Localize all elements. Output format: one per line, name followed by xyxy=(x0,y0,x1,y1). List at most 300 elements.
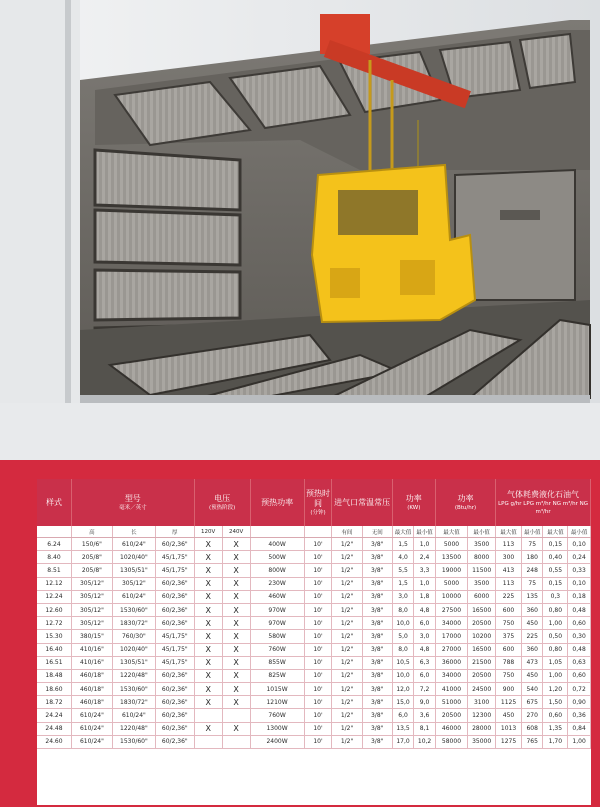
table-cell: 28000 xyxy=(468,722,496,735)
table-cell: 1/2" xyxy=(332,669,362,682)
table-cell: 375 xyxy=(496,630,522,643)
table-cell: 0,80 xyxy=(543,603,568,616)
table-cell: 610/24" xyxy=(112,590,155,603)
table-cell: 3500 xyxy=(468,538,496,551)
table-row xyxy=(37,564,591,577)
table-cell: 0,48 xyxy=(568,643,591,656)
table-cell: 400W xyxy=(250,538,304,551)
table-cell: 3,0 xyxy=(414,630,436,643)
table-cell: X xyxy=(194,590,222,603)
table-cell: 1/2" xyxy=(332,683,362,696)
table-cell: 410/16" xyxy=(71,656,112,669)
subheader-gas-min1: 最小值 xyxy=(521,526,543,538)
table-cell: X xyxy=(194,643,222,656)
table-cell: 540 xyxy=(521,683,543,696)
table-cell: X xyxy=(222,577,250,590)
table-cell: 610/24" xyxy=(112,538,155,551)
table-cell: 460/18" xyxy=(71,696,112,709)
table-cell: 450 xyxy=(521,617,543,630)
subheader-btu-min: 最小值 xyxy=(468,526,496,538)
table-cell: 34000 xyxy=(435,617,467,630)
table-row xyxy=(37,617,591,630)
table-cell: 675 xyxy=(521,696,543,709)
table-cell: 27000 xyxy=(435,643,467,656)
table-cell: 1210W xyxy=(250,696,304,709)
table-cell: 305/12" xyxy=(71,617,112,630)
table-cell: 760W xyxy=(250,643,304,656)
table-cell: 11500 xyxy=(468,564,496,577)
table-cell: 3/8" xyxy=(362,564,392,577)
table-cell: 6.24 xyxy=(37,538,71,551)
table-cell: 1300W xyxy=(250,722,304,735)
table-cell: 1/2" xyxy=(332,735,362,748)
table-cell: 1/2" xyxy=(332,709,362,722)
table-cell: 460/18" xyxy=(71,683,112,696)
table-cell: 113 xyxy=(496,577,522,590)
table-cell: 3/8" xyxy=(362,722,392,735)
table-row xyxy=(37,683,591,696)
table-cell: 1/2" xyxy=(332,590,362,603)
table-cell: X xyxy=(222,669,250,682)
table-cell: 1/2" xyxy=(332,538,362,551)
table-cell: 10' xyxy=(304,683,332,696)
table-cell: 1530/60" xyxy=(112,603,155,616)
table-cell: 0,33 xyxy=(568,564,591,577)
table-row xyxy=(37,735,591,748)
table-cell: 75 xyxy=(521,577,543,590)
table-cell: 1830/72" xyxy=(112,696,155,709)
table-cell: X xyxy=(222,696,250,709)
table-cell: 1,0 xyxy=(414,577,436,590)
subheader-thickness: 厚 xyxy=(155,526,194,538)
table-cell: 1/2" xyxy=(332,564,362,577)
table-cell: 600 xyxy=(496,643,522,656)
table-cell: 12300 xyxy=(468,709,496,722)
table-cell: 60/2,36" xyxy=(155,683,194,696)
table-cell: 0,3 xyxy=(543,590,568,603)
table-cell: 600 xyxy=(496,603,522,616)
spec-table xyxy=(37,479,591,749)
header-gas: 气体耗费液化石油气 LPG g/hr LPG m³/hr NG m³/hr NG m³/hr xyxy=(496,479,591,526)
table-cell: X xyxy=(194,603,222,616)
subheader-row xyxy=(37,526,591,538)
table-row xyxy=(37,577,591,590)
table-cell: 3/8" xyxy=(362,577,392,590)
table-cell: 1020/40" xyxy=(112,643,155,656)
table-cell: 10' xyxy=(304,709,332,722)
table-cell: X xyxy=(222,617,250,630)
table-cell: 1,8 xyxy=(414,590,436,603)
table-cell: 3500 xyxy=(468,577,496,590)
table-cell: 18.48 xyxy=(37,669,71,682)
table-cell: 580W xyxy=(250,630,304,643)
table-cell: 1220/48" xyxy=(112,722,155,735)
table-cell: 0,80 xyxy=(543,643,568,656)
subheader-length: 长 xyxy=(112,526,155,538)
table-cell: 0,72 xyxy=(568,683,591,696)
table-cell: 1/2" xyxy=(332,656,362,669)
table-cell: X xyxy=(194,722,222,735)
table-cell: 205/8" xyxy=(71,551,112,564)
table-cell: 500W xyxy=(250,551,304,564)
table-cell: 180 xyxy=(521,551,543,564)
table-cell xyxy=(222,735,250,748)
table-row xyxy=(37,656,591,669)
table-cell: 3/8" xyxy=(362,669,392,682)
table-cell: 1,5 xyxy=(392,577,414,590)
table-cell: 34000 xyxy=(435,669,467,682)
table-cell: 60/2,36" xyxy=(155,590,194,603)
table-cell: 12.24 xyxy=(37,590,71,603)
table-cell: 3/8" xyxy=(362,617,392,630)
table-cell: 1220/48" xyxy=(112,669,155,682)
table-cell: 10' xyxy=(304,551,332,564)
table-cell: 900 xyxy=(496,683,522,696)
table-cell: 45/1,75" xyxy=(155,551,194,564)
subheader-kw-max: 最大值 xyxy=(392,526,414,538)
table-cell: 3/8" xyxy=(362,590,392,603)
table-cell: 1,00 xyxy=(543,669,568,682)
table-cell: 970W xyxy=(250,617,304,630)
table-cell: 15.30 xyxy=(37,630,71,643)
table-cell: X xyxy=(194,683,222,696)
table-cell: X xyxy=(194,564,222,577)
table-cell: 610/24" xyxy=(71,722,112,735)
table-cell: X xyxy=(194,630,222,643)
table-cell: 10' xyxy=(304,590,332,603)
table-cell: 610/24" xyxy=(112,709,155,722)
table-cell: 1/2" xyxy=(332,696,362,709)
table-cell: 1305/51" xyxy=(112,656,155,669)
table-cell: 0,60 xyxy=(568,617,591,630)
table-cell: 4,8 xyxy=(414,603,436,616)
table-cell: 1,70 xyxy=(543,735,568,748)
table-cell: 0,63 xyxy=(568,656,591,669)
table-cell: 3/8" xyxy=(362,735,392,748)
table-row xyxy=(37,551,591,564)
table-cell: 460/18" xyxy=(71,669,112,682)
table-cell: 24.24 xyxy=(37,709,71,722)
table-cell: 0,90 xyxy=(568,696,591,709)
table-cell: 8.51 xyxy=(37,564,71,577)
table-cell: 5000 xyxy=(435,577,467,590)
table-cell: 0,50 xyxy=(543,630,568,643)
table-cell: 4,0 xyxy=(392,551,414,564)
table-cell: X xyxy=(222,722,250,735)
subheader-gas-max2: 最大值 xyxy=(543,526,568,538)
subheader-with: 有间 xyxy=(332,526,362,538)
table-cell: 230W xyxy=(250,577,304,590)
table-cell: 3,6 xyxy=(414,709,436,722)
table-cell: 12.12 xyxy=(37,577,71,590)
table-cell: 0,55 xyxy=(543,564,568,577)
table-cell xyxy=(194,709,222,722)
table-cell: 45/1,75" xyxy=(155,656,194,669)
subheader-without: 无间 xyxy=(362,526,392,538)
table-row xyxy=(37,643,591,656)
table-cell: 360 xyxy=(521,603,543,616)
table-cell: 760W xyxy=(250,709,304,722)
table-cell: 1,50 xyxy=(543,696,568,709)
table-cell: 10000 xyxy=(435,590,467,603)
table-cell: 5000 xyxy=(435,538,467,551)
header-power-kw: 功率 (KW) xyxy=(392,479,435,526)
table-cell: 5,5 xyxy=(392,564,414,577)
table-cell: 16500 xyxy=(468,643,496,656)
table-cell: 10,0 xyxy=(392,669,414,682)
table-cell: 45/1,75" xyxy=(155,643,194,656)
table-cell: 20500 xyxy=(468,617,496,630)
table-cell: 3,3 xyxy=(414,564,436,577)
table-cell: 0,36 xyxy=(568,709,591,722)
table-cell: 1830/72" xyxy=(112,617,155,630)
table-cell: 60/2,36" xyxy=(155,696,194,709)
table-cell: 0,40 xyxy=(543,551,568,564)
table-cell: 970W xyxy=(250,603,304,616)
subheader-gas-max1: 最大值 xyxy=(496,526,522,538)
table-cell: 305/12" xyxy=(112,577,155,590)
table-cell: 6,0 xyxy=(392,709,414,722)
table-cell: 305/12" xyxy=(71,603,112,616)
table-cell: 8,0 xyxy=(392,643,414,656)
table-cell: 16.40 xyxy=(37,643,71,656)
table-row xyxy=(37,630,591,643)
table-cell: 10' xyxy=(304,643,332,656)
table-cell: 21500 xyxy=(468,656,496,669)
table-row xyxy=(37,722,591,735)
table-cell: 248 xyxy=(521,564,543,577)
table-cell: 60/2,36" xyxy=(155,709,194,722)
table-cell: 60/2,36" xyxy=(155,617,194,630)
table-cell: 17,0 xyxy=(392,735,414,748)
table-cell: 765 xyxy=(521,735,543,748)
table-cell: 8000 xyxy=(468,551,496,564)
table-row xyxy=(37,590,591,603)
table-cell: 1/2" xyxy=(332,722,362,735)
table-cell: 0,15 xyxy=(543,538,568,551)
table-cell: 3,0 xyxy=(392,590,414,603)
table-row xyxy=(37,603,591,616)
table-cell xyxy=(194,735,222,748)
table-cell: 270 xyxy=(521,709,543,722)
table-cell: 1/2" xyxy=(332,577,362,590)
table-cell: 10' xyxy=(304,564,332,577)
table-cell: 2400W xyxy=(250,735,304,748)
table-cell: 41000 xyxy=(435,683,467,696)
table-cell: 6,0 xyxy=(414,669,436,682)
table-cell: X xyxy=(222,590,250,603)
table-cell: 3/8" xyxy=(362,551,392,564)
table-cell: 3/8" xyxy=(362,709,392,722)
table-cell: 7,2 xyxy=(414,683,436,696)
header-inlet: 进气口常温常压 xyxy=(332,479,392,526)
table-cell: 8,0 xyxy=(392,603,414,616)
table-cell: 12,0 xyxy=(392,683,414,696)
table-cell: 1015W xyxy=(250,683,304,696)
table-cell: 6000 xyxy=(468,590,496,603)
table-cell: 13500 xyxy=(435,551,467,564)
table-cell: 12.72 xyxy=(37,617,71,630)
table-cell: 113 xyxy=(496,538,522,551)
subheader-gas-min2: 最小值 xyxy=(568,526,591,538)
table-cell: 36000 xyxy=(435,656,467,669)
table-cell: X xyxy=(194,656,222,669)
table-cell: 10,5 xyxy=(392,656,414,669)
table-cell: X xyxy=(222,538,250,551)
spec-table-panel xyxy=(37,479,591,805)
table-cell: 10' xyxy=(304,617,332,630)
table-cell: 60/2,36" xyxy=(155,735,194,748)
table-cell: X xyxy=(194,538,222,551)
header-power-btu: 功率 (Btu/hr) xyxy=(435,479,495,526)
table-cell: 10200 xyxy=(468,630,496,643)
table-cell: 413 xyxy=(496,564,522,577)
table-cell: 10' xyxy=(304,696,332,709)
table-cell: 1,0 xyxy=(414,538,436,551)
table-cell: X xyxy=(222,630,250,643)
table-cell: 60/2,36" xyxy=(155,603,194,616)
table-cell: 8,1 xyxy=(414,722,436,735)
table-cell: 460W xyxy=(250,590,304,603)
table-cell: 13,5 xyxy=(392,722,414,735)
table-cell: 10' xyxy=(304,722,332,735)
table-cell: 18.72 xyxy=(37,696,71,709)
table-cell: 473 xyxy=(521,656,543,669)
table-cell: X xyxy=(194,696,222,709)
table-cell: 225 xyxy=(496,590,522,603)
header-preheat-time: 预热时间 (分钟) xyxy=(304,479,332,526)
table-cell: 10' xyxy=(304,735,332,748)
table-cell: 0,30 xyxy=(568,630,591,643)
table-cell: 750 xyxy=(496,617,522,630)
table-cell: 1,20 xyxy=(543,683,568,696)
table-cell: 16.51 xyxy=(37,656,71,669)
table-cell: 3/8" xyxy=(362,683,392,696)
table-cell: 3/8" xyxy=(362,630,392,643)
table-cell: X xyxy=(194,617,222,630)
table-cell: 2,4 xyxy=(414,551,436,564)
table-cell: X xyxy=(222,683,250,696)
table-cell: 6,0 xyxy=(414,617,436,630)
table-cell: 10,2 xyxy=(414,735,436,748)
table-cell: 150/6" xyxy=(71,538,112,551)
table-cell: 6,3 xyxy=(414,656,436,669)
table-cell: X xyxy=(194,551,222,564)
table-cell: 45/1,75" xyxy=(155,564,194,577)
table-cell: 0,60 xyxy=(568,669,591,682)
header-preheat-power: 预热功率 xyxy=(250,479,304,526)
table-cell: X xyxy=(222,564,250,577)
table-cell: 1/2" xyxy=(332,630,362,643)
table-cell: 17000 xyxy=(435,630,467,643)
table-cell: 12.60 xyxy=(37,603,71,616)
header-model: 型号 毫米／英寸 xyxy=(71,479,194,526)
table-cell: 46000 xyxy=(435,722,467,735)
table-cell: 0,60 xyxy=(543,709,568,722)
table-cell: 60/2,36" xyxy=(155,577,194,590)
table-cell: 1,35 xyxy=(543,722,568,735)
table-cell: 60/2,36" xyxy=(155,722,194,735)
table-cell: 450 xyxy=(496,709,522,722)
table-cell: 3/8" xyxy=(362,538,392,551)
table-cell: 360 xyxy=(521,643,543,656)
table-cell: 3100 xyxy=(468,696,496,709)
table-cell: 0,15 xyxy=(543,577,568,590)
table-cell: 16500 xyxy=(468,603,496,616)
table-cell: X xyxy=(194,577,222,590)
table-cell: X xyxy=(194,669,222,682)
table-row xyxy=(37,709,591,722)
table-cell: 3/8" xyxy=(362,603,392,616)
header-voltage: 电压 (预热阶段) xyxy=(194,479,250,526)
table-cell: X xyxy=(222,656,250,669)
table-cell: 24.48 xyxy=(37,722,71,735)
table-cell: 610/24" xyxy=(71,735,112,748)
table-row xyxy=(37,669,591,682)
table-cell: 0,48 xyxy=(568,603,591,616)
table-cell: 1275 xyxy=(496,735,522,748)
subheader-240v: 240V xyxy=(222,526,250,538)
table-cell: 450 xyxy=(521,669,543,682)
table-cell: 305/12" xyxy=(71,577,112,590)
table-cell: 24.60 xyxy=(37,735,71,748)
table-cell: 300 xyxy=(496,551,522,564)
subheader-120v: 120V xyxy=(194,526,222,538)
table-cell: 1/2" xyxy=(332,643,362,656)
table-cell: 10' xyxy=(304,538,332,551)
table-cell: 0,24 xyxy=(568,551,591,564)
table-cell: 3/8" xyxy=(362,696,392,709)
table-cell: X xyxy=(222,603,250,616)
table-cell: 788 xyxy=(496,656,522,669)
table-cell: 0,10 xyxy=(568,577,591,590)
table-cell: 58000 xyxy=(435,735,467,748)
table-cell: 35000 xyxy=(468,735,496,748)
table-cell: 1/2" xyxy=(332,551,362,564)
table-cell: 60/2,36" xyxy=(155,669,194,682)
table-cell: 10' xyxy=(304,656,332,669)
table-cell: 1/2" xyxy=(332,603,362,616)
table-cell: 305/12" xyxy=(71,590,112,603)
table-cell: 10' xyxy=(304,577,332,590)
table-cell: 1530/60" xyxy=(112,735,155,748)
table-cell: 9,0 xyxy=(414,696,436,709)
header-style: 样式 xyxy=(37,479,71,526)
table-cell: 225 xyxy=(521,630,543,643)
table-cell: 800W xyxy=(250,564,304,577)
table-cell: 760/30" xyxy=(112,630,155,643)
table-cell: 855W xyxy=(250,656,304,669)
table-cell: 75 xyxy=(521,538,543,551)
table-cell: 825W xyxy=(250,669,304,682)
table-row xyxy=(37,538,591,551)
table-cell: 1,5 xyxy=(392,538,414,551)
table-cell: 27500 xyxy=(435,603,467,616)
table-cell: 410/16" xyxy=(71,643,112,656)
table-cell: 18.60 xyxy=(37,683,71,696)
table-cell: 19000 xyxy=(435,564,467,577)
table-cell: 0,18 xyxy=(568,590,591,603)
table-cell: 20500 xyxy=(468,669,496,682)
table-cell: 608 xyxy=(521,722,543,735)
table-cell: 610/24" xyxy=(71,709,112,722)
table-cell: 3/8" xyxy=(362,656,392,669)
table-cell: 1,05 xyxy=(543,656,568,669)
table-cell: 10' xyxy=(304,669,332,682)
table-cell: 1013 xyxy=(496,722,522,735)
table-cell: 1125 xyxy=(496,696,522,709)
table-cell: 51000 xyxy=(435,696,467,709)
